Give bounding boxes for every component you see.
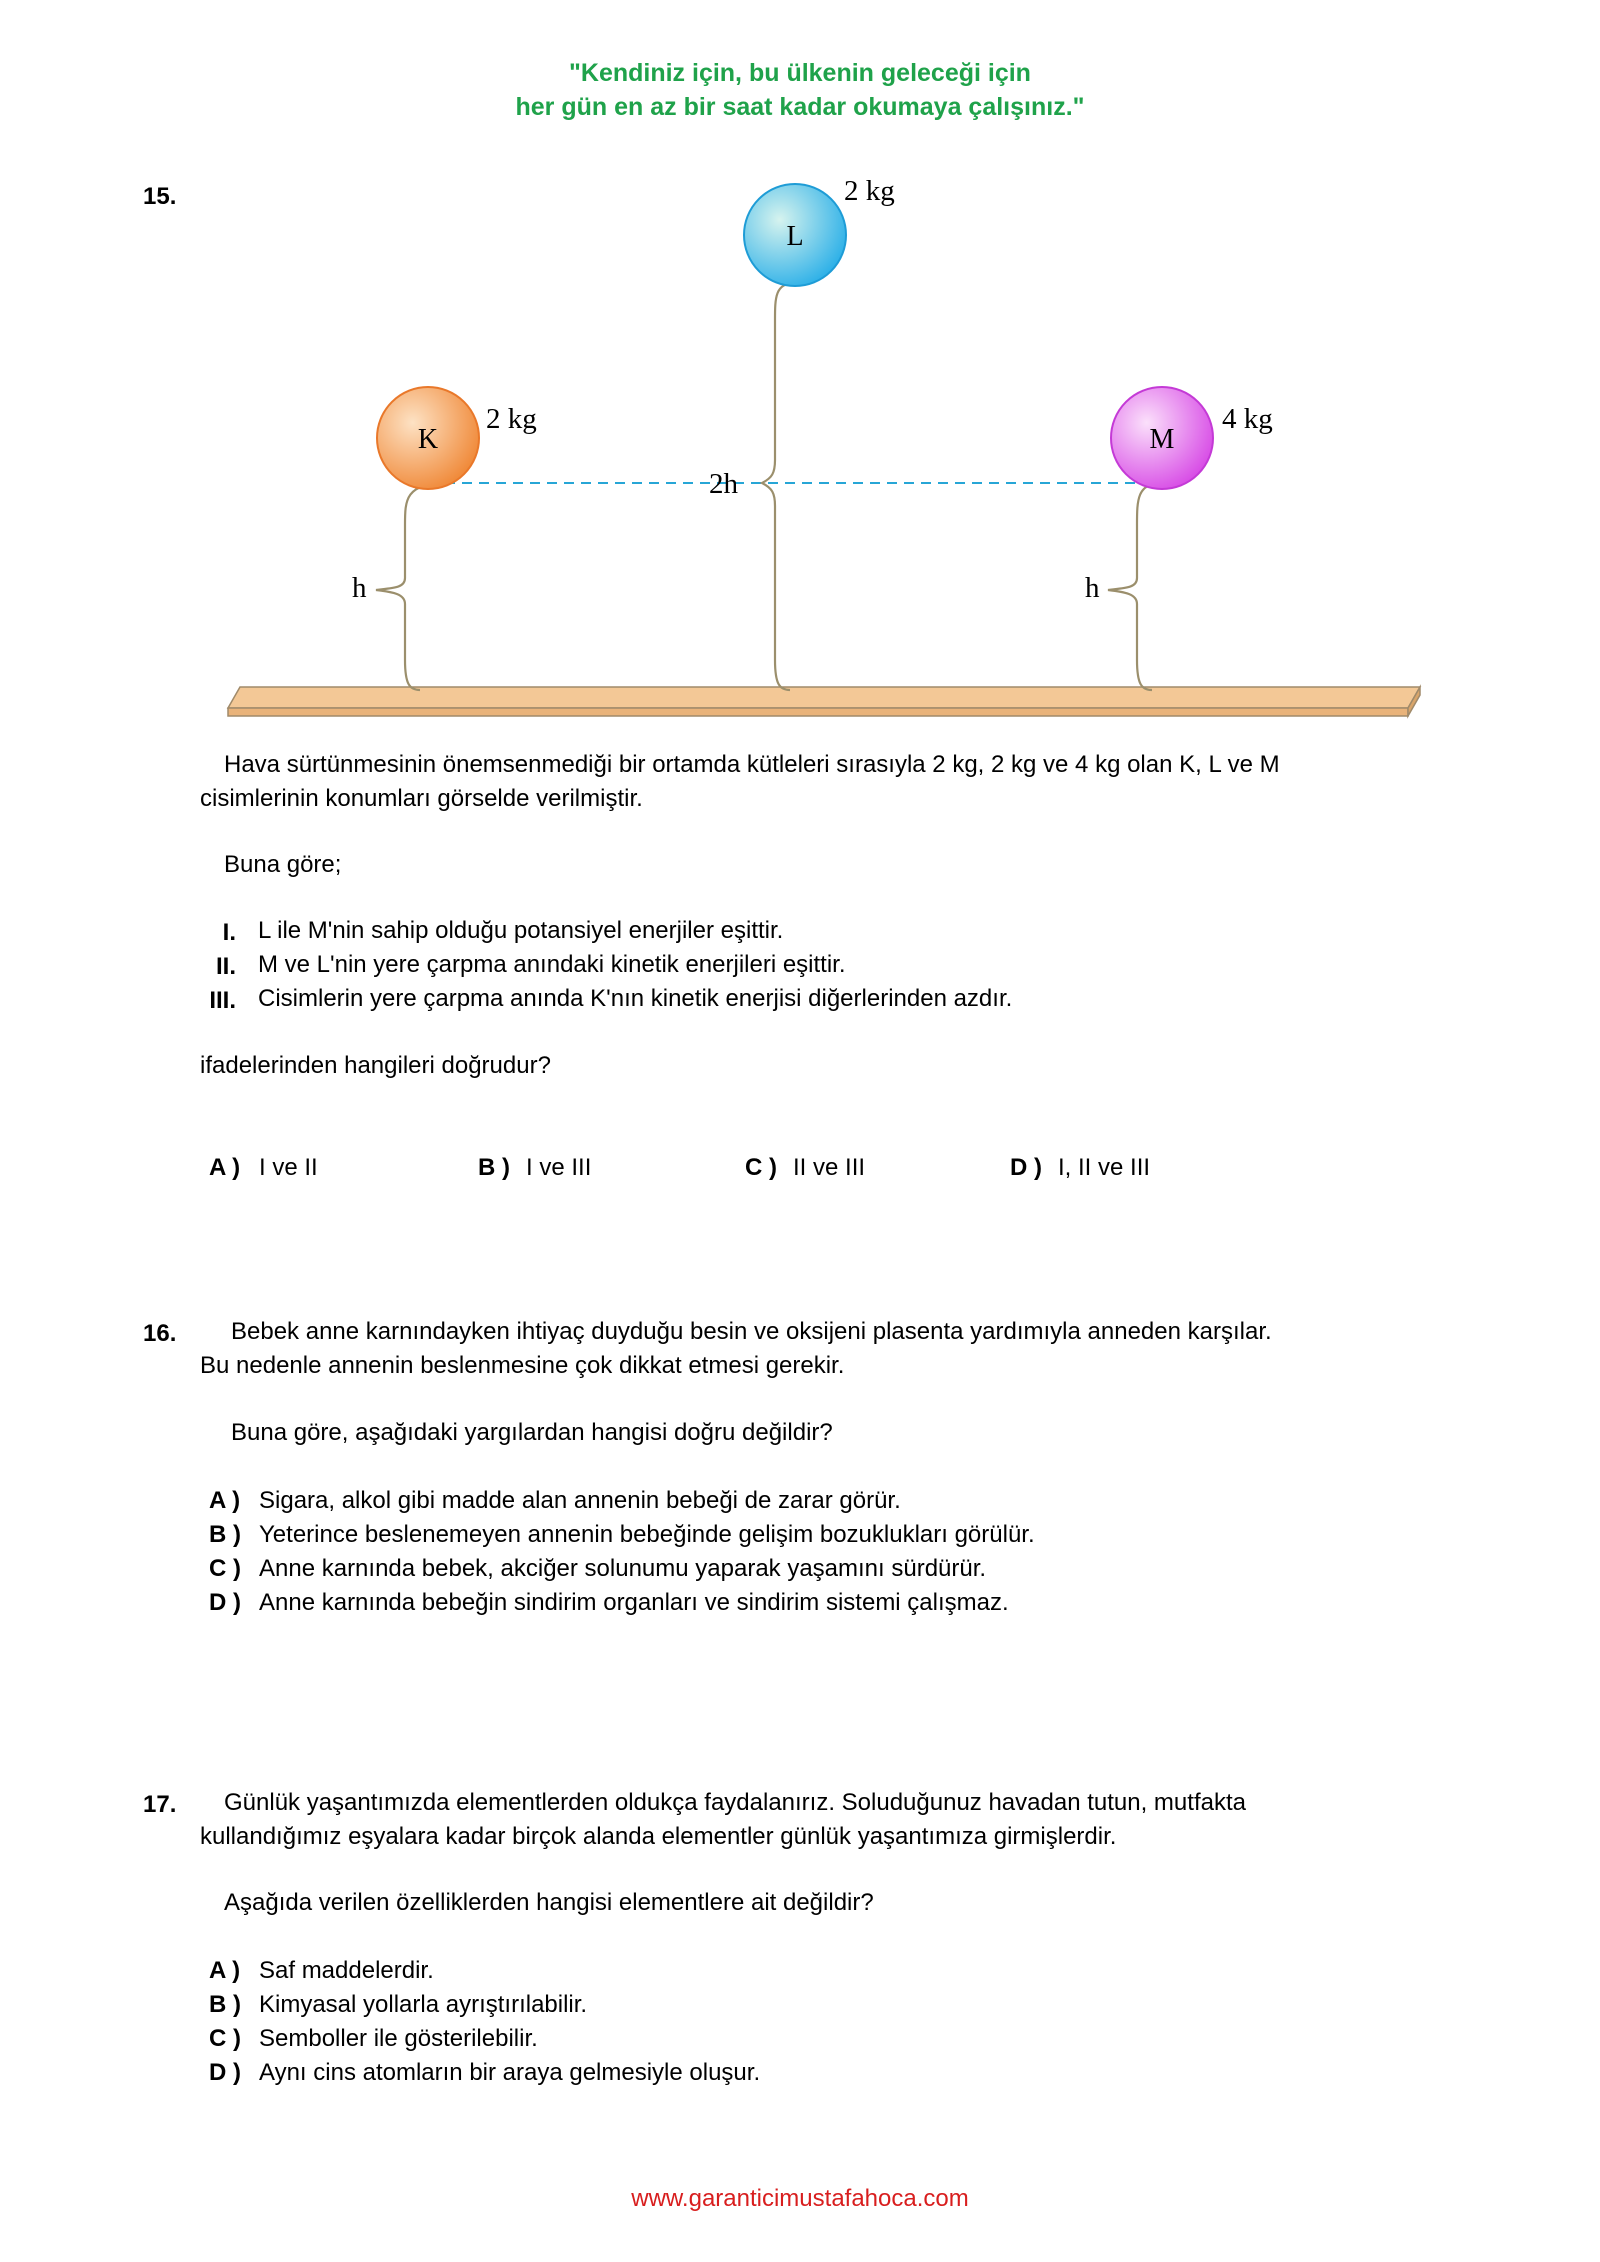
q16-option-b-label: B ) — [209, 1521, 241, 1548]
mass-m-label: 4 kg — [1222, 403, 1273, 435]
mass-k-label: 2 kg — [486, 403, 537, 435]
q16-option-b-text: Yeterince beslenemeyen annenin bebeğinde gelişim bozuklukları görülür. — [259, 1521, 1035, 1548]
question-16-text-line-2: Bu nedenle annenin beslenmesine çok dikkat etmesi gerekir. — [200, 1352, 845, 1379]
q17-option-d-label: D ) — [209, 2059, 241, 2086]
motto-line-1: "Kendiniz için, bu ülkenin geleceği için — [569, 59, 1031, 87]
question-16-number: 16. — [143, 1320, 177, 1347]
ground-plank — [228, 687, 1420, 716]
q15-option-c-label: C ) — [745, 1154, 777, 1181]
question-17-text-line-2: kullandığımız eşyalara kadar birçok alanda elementler günlük yaşantımıza girmişlerdir. — [200, 1823, 1117, 1850]
q15-option-b-text: I ve III — [526, 1154, 592, 1181]
q16-option-c-label: C ) — [209, 1555, 241, 1582]
height-m-label: h — [1085, 572, 1100, 604]
statement-3-numeral: III. — [209, 987, 236, 1014]
statement-3-text: Cisimlerin yere çarpma anında K'nın kinetik enerjisi diğerlerinden azdır. — [258, 985, 1013, 1012]
height-brace-l — [762, 283, 795, 690]
statement-1-text: L ile M'nin sahip olduğu potansiyel enerjiler eşittir. — [258, 917, 784, 944]
q17-option-b-text: Kimyasal yollarla ayrıştırılabilir. — [259, 1991, 588, 2018]
height-brace-k — [376, 483, 448, 690]
q17-option-b-label: B ) — [209, 1991, 241, 2018]
height-k-label: h — [352, 572, 367, 604]
q15-option-a-text: I ve II — [259, 1154, 318, 1181]
question-16-text-line-1: Bebek anne karnındayken ihtiyaç duyduğu besin ve oksijeni plasenta yardımıyla anneden karşılar. — [231, 1318, 1272, 1345]
question-17-text-line-1: Günlük yaşantımızda elementlerden oldukça faydalanırız. Soluduğunuz havadan tutun, mutfakta — [224, 1789, 1246, 1816]
q17-option-a-label: A ) — [209, 1957, 241, 1984]
q16-option-d-text: Anne karnında bebeğin sindirim organları ve sindirim sistemi çalışmaz. — [259, 1589, 1009, 1616]
q17-option-d-text: Aynı cins atomların bir araya gelmesiyle oluşur. — [259, 2059, 761, 2086]
question-16-question: Buna göre, aşağıdaki yargılardan hangisi doğru değildir? — [231, 1419, 833, 1446]
question-17-number: 17. — [143, 1791, 177, 1818]
statement-2-text: M ve L'nin yere çarpma anındaki kinetik enerjileri eşittir. — [258, 951, 846, 978]
height-l-label: 2h — [709, 468, 738, 500]
q17-option-c-label: C ) — [209, 2025, 241, 2052]
q15-option-d-text: I, II ve III — [1058, 1154, 1151, 1181]
q15-option-a-label: A ) — [209, 1154, 241, 1181]
q16-option-c-text: Anne karnında bebek, akciğer solunumu yaparak yaşamını sürdürür. — [259, 1555, 987, 1582]
question-15-question: ifadelerinden hangileri doğrudur? — [200, 1052, 551, 1079]
footer-website-link[interactable]: www.garanticimustafahoca.com — [631, 2185, 969, 2212]
q17-option-a-text: Saf maddelerdir. — [259, 1957, 434, 1984]
ball-k-label: K — [417, 424, 439, 455]
height-brace-m — [1108, 483, 1162, 690]
q15-option-b-label: B ) — [478, 1154, 510, 1181]
question-15-number: 15. — [143, 183, 177, 210]
ball-m-label: M — [1149, 424, 1175, 455]
q16-option-a-text: Sigara, alkol gibi madde alan annenin bebeği de zarar görür. — [259, 1487, 901, 1514]
q16-option-d-label: D ) — [209, 1589, 241, 1616]
q15-option-c-text: II ve III — [793, 1154, 866, 1181]
question-15-text-line-2: cisimlerinin konumları görselde verilmiştir. — [200, 785, 643, 812]
question-15-prompt: Buna göre; — [224, 851, 342, 878]
question-17-question: Aşağıda verilen özelliklerden hangisi elementlere ait değildir? — [224, 1889, 874, 1916]
motto-line-2: her gün en az bir saat kadar okumaya çalışınız." — [515, 93, 1085, 121]
q17-option-c-text: Semboller ile gösterilebilir. — [259, 2025, 538, 2052]
mass-l-label: 2 kg — [844, 175, 895, 207]
q16-option-a-label: A ) — [209, 1487, 241, 1514]
statement-1-numeral: I. — [222, 919, 236, 946]
q15-option-d-label: D ) — [1010, 1154, 1042, 1181]
question-15-figure — [0, 160, 1600, 730]
question-15-text-line-1: Hava sürtünmesinin önemsenmediği bir ortamda kütleleri sırasıyla 2 kg, 2 kg ve 4 kg olan K, L ve M — [224, 751, 1280, 778]
statement-2-numeral: II. — [215, 953, 236, 980]
ball-l-label: L — [786, 221, 804, 252]
